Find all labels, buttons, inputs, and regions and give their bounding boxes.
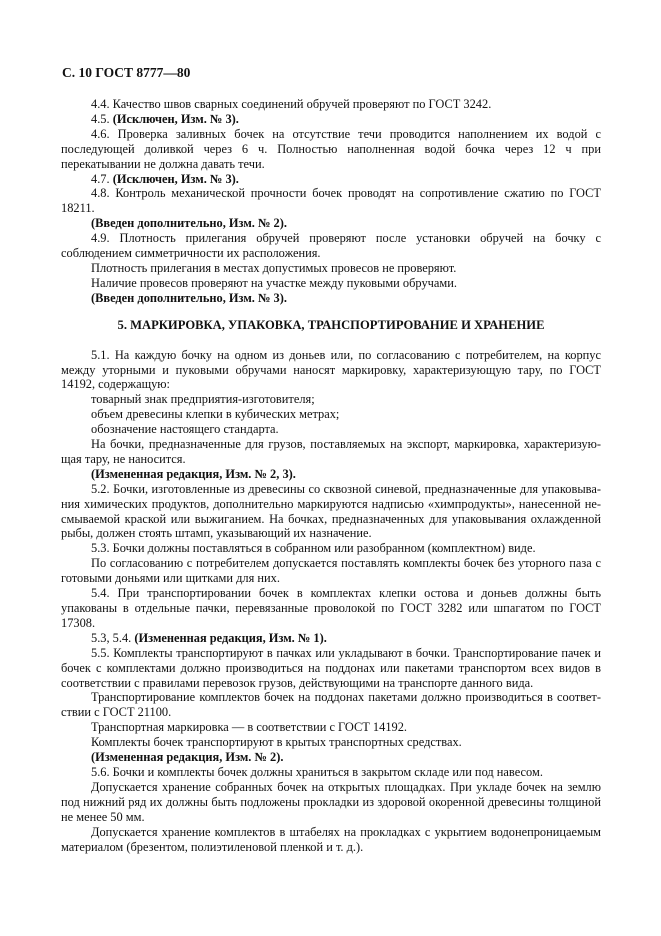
paragraph [61,482,601,542]
paragraph-text: 4.4. Качество швов сварных соединений обручей проверяют по ГОСТ 3242. [91,97,492,111]
amendment-note: (Измененная редакция, Изм. № 1). [134,630,327,645]
paragraph [61,392,601,407]
amendment-note: (Исключен, Изм. № 3). [112,111,239,126]
paragraph-text: 4.9. Плотность прилегания обручей проверяют после установки обручей на бочку с соблюдением симметричности их расположения. [61,231,601,261]
paragraph-text: 5.3. Бочки должны поставляться в собранном или разобранном (комплектном) виде. [91,541,536,556]
paragraph [61,556,601,586]
amendment-note: (Исключен, Изм. № 3). [112,171,239,186]
paragraph-text: 4.6. Проверка заливных бочек на отсутствие течи проводится наполнением их водой с последующей доливкой через 6 ч. Полностью наполненная водой бочка через 12 ч при перекатывании не должна давать течи. [61,126,601,171]
paragraph [61,586,601,631]
paragraph [61,172,601,187]
paragraph [61,467,601,482]
paragraph-text: 5.3, 5.4. [91,630,135,645]
paragraph [61,541,601,556]
paragraph-text: 5.6. Бочки и комплекты бочек должны храниться в закрытом складе или под навесом. [91,764,543,779]
paragraph [61,407,601,422]
paragraph-text: 5.1. На каждую бочку на одном из доньев или, по согласованию с потребителем, на корпус между уторными и пуковыми обручами наносят маркировку, характеризующую тару, по ГОСТ 14192, содержащую: [61,347,601,392]
paragraph-text: На бочки, предназначенные для грузов, поставляемых на экспорт, маркировка, характеризующая тару, не наносится. [61,437,601,466]
paragraph-text: 4.5. [91,111,113,126]
section-5-items [61,348,601,855]
paragraph-text: 5.5. Комплекты транспортируют в пачках или укладывают в бочки. Транспортирование пачек и бочек с комплектами должно производиться на поддонах или пакетами транспортом всех видов в соответствии с правилами перевозок грузов, действующими на транспорте данного вида. [61,645,601,690]
paragraph [61,216,601,231]
section-5-heading: 5. МАРКИРОВКА, УПАКОВКА, ТРАНСПОРТИРОВАНИЕ И ХРАНЕНИЕ [117,317,545,332]
paragraph-text: Наличие провесов проверяют на участке между пуковыми обручами. [91,275,457,290]
paragraph [61,186,601,216]
paragraph [61,825,601,855]
paragraph-text: Транспортирование комплектов бочек на поддонах пакетами должно производиться в соответствии с ГОСТ 21100. [61,690,601,720]
paragraph-text: 5.4. При транспортировании бочек в комплектах клепки остова и доньев должны быть упакованы в отдельные пачки, перевязанные проволокой по ГОСТ 3282 или шпагатом по ГОСТ 17308. [61,586,601,630]
paragraph-text: Допускается хранение комплектов в штабелях на прокладках с укрытием водонепроницаемым материалом (брезентом, полиэтиленовой пленкой и т. д.). [61,824,601,854]
paragraph [61,735,601,750]
paragraph-text: товарный знак предприятия-изготовителя; [91,392,315,407]
paragraph [61,780,601,825]
paragraph-text: 5.2. Бочки, изготовленные из древесины со сквозной синевой, предназначенные для упаковывания химических продуктов, дополнительно маркируются надписью «химпродукты», нанесенной несмываемой краской или выжиганием. На бочках, предназначенных для упаковывания охлажденной рыбы, должен стоять штамп, указывающий их назначение. [61,481,601,541]
paragraph-text: 4.7. [91,171,113,186]
paragraph [61,276,601,291]
paragraph [61,348,601,393]
paragraph-text: Плотность прилегания в местах допустимых провесов не проверяют. [91,260,457,275]
paragraph-text: 4.8. Контроль механической прочности бочек проводят на сопротивление сжатию по ГОСТ 18211. [61,186,601,216]
paragraph-text: По согласованию с потребителем допускается поставлять комплекты бочек без уторного паза с готовыми доньями или щитками для них. [61,556,601,586]
paragraph [61,765,601,780]
paragraph-text: объем древесины клепки в кубических метрах; [91,407,340,422]
paragraph [61,750,601,765]
paragraph [61,720,601,735]
paragraph [61,291,601,306]
paragraph [61,97,601,112]
paragraph-text: обозначение настоящего стандарта. [91,422,279,437]
paragraph-text: Допускается хранение собранных бочек на открытых площадках. При укладе бочек на землю под нижний ряд их должны быть подложены прокладки из здоровой окоренной древесины толщиной не менее 50 мм. [61,779,601,824]
amendment-note: (Измененная редакция, Изм. № 2). [91,750,284,765]
paragraph [61,690,601,720]
paragraph-text: Комплекты бочек транспортируют в крытых транспортных средствах. [91,735,462,750]
paragraph [61,231,601,261]
amendment-note: (Введен дополнительно, Изм. № 2). [91,216,287,231]
paragraph [61,422,601,437]
paragraph [61,127,601,172]
document-body [61,97,601,854]
paragraph-text: Транспортная маркировка — в соответствии с ГОСТ 14192. [91,720,407,735]
paragraph [61,631,601,646]
paragraph [61,646,601,691]
amendment-note: (Измененная редакция, Изм. № 2, 3). [91,466,296,481]
amendment-note: (Введен дополнительно, Изм. № 3). [91,290,287,305]
section-4-items [61,97,601,306]
paragraph [61,437,601,467]
paragraph [61,112,601,127]
page-header: С. 10 ГОСТ 8777—80 [62,65,191,80]
paragraph [61,261,601,276]
